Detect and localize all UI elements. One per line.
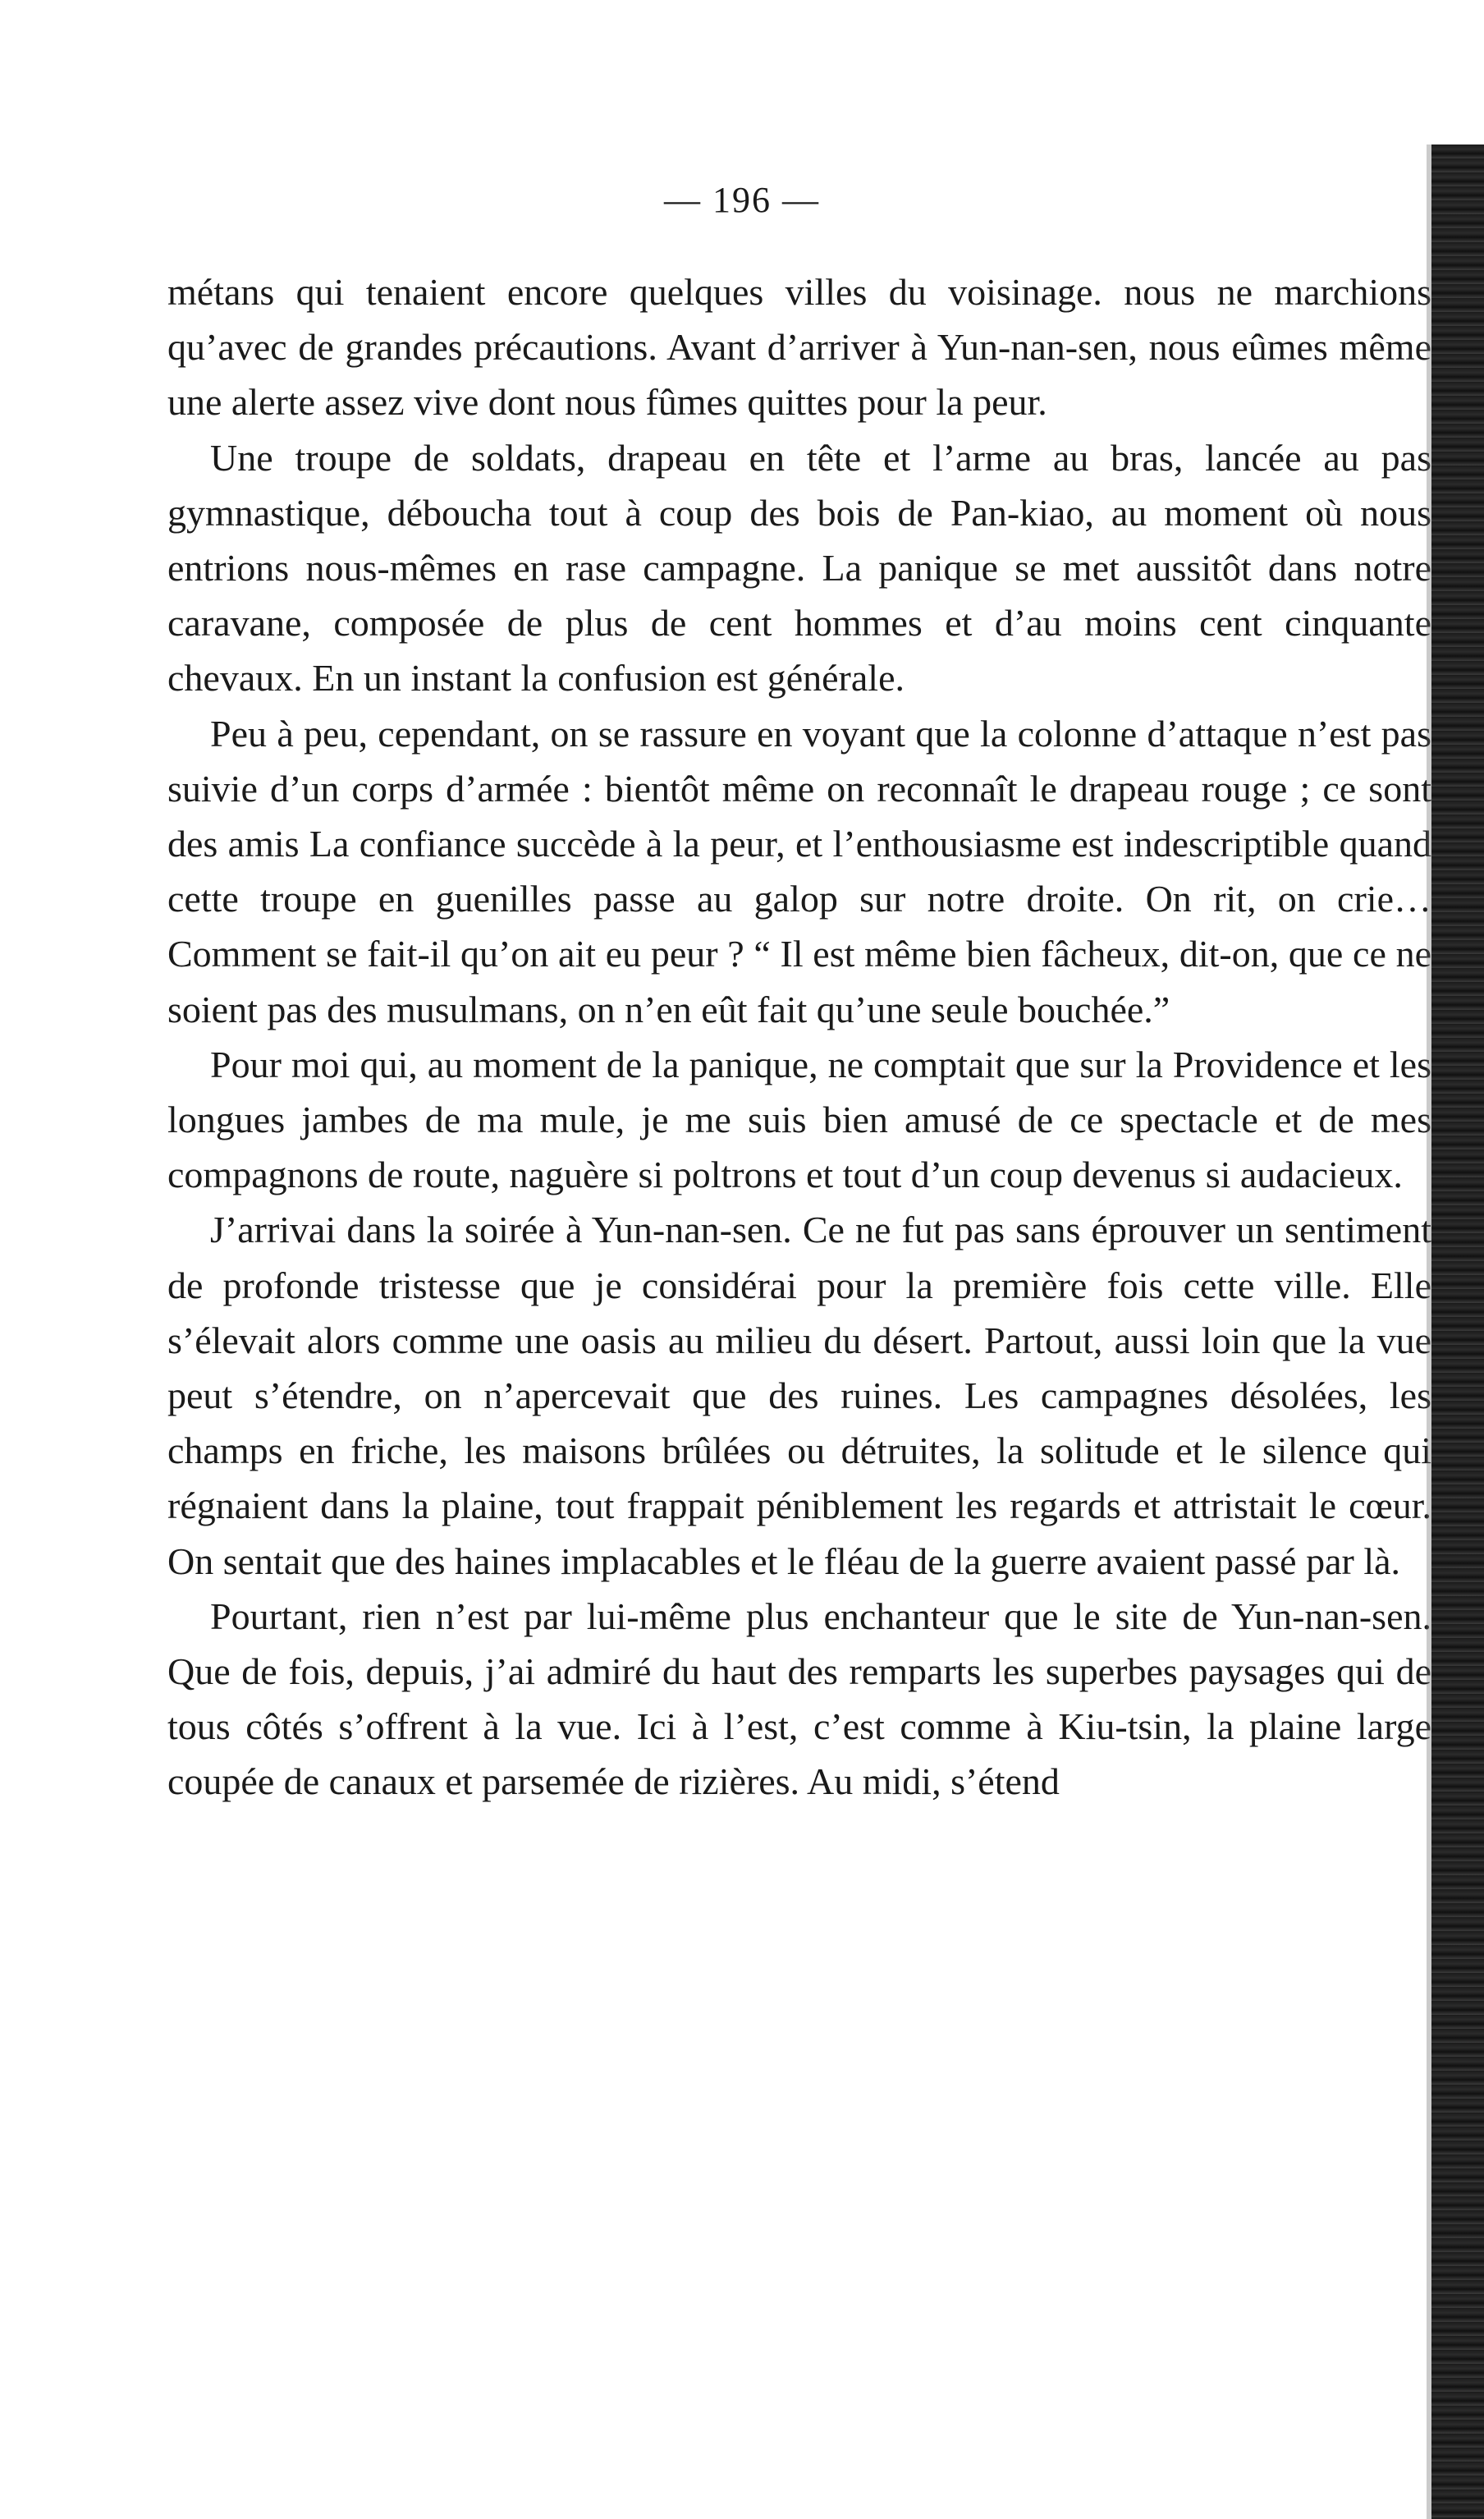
paragraph: Pour moi qui, au moment de la panique, ne comptait que sur la Providence et les longues jambes de ma mule, je me suis bien amusé de ce spectacle et de mes compagnons de route, naguère si poltrons et tout d’un coup devenus si audacieux.	[167, 1043, 1431, 1196]
paragraph-continuation: métans qui tenaient encore quelques villes du voisinage. nous ne marchions qu’avec de grandes précautions. Avant d’arriver à Yun-nan-sen, nous eûmes même une alerte assez vive dont nous fûmes quittes pour la peur.	[167, 271, 1431, 424]
facing-page-edge	[1431, 145, 1484, 2519]
body-text	[167, 264, 1431, 1810]
paragraph: Pourtant, rien n’est par lui-même plus enchanteur que le site de Yun-nan-sen. Que de fois, depuis, j’ai admiré du haut des remparts les superbes paysages qui de tous côtés s’offrent à la vue. Ici à l’est, c’est comme à Kiu-tsin, la plaine large coupée de canaux et parsemée de rizières. Au midi, s’étend	[167, 1594, 1431, 1803]
page-number: — 196 —	[664, 180, 820, 220]
paragraph: Peu à peu, cependant, on se rassure en voyant que la colonne d’attaque n’est pas suivie d’un corps d’armée : bientôt même on reconnaît le drapeau rouge ; ce sont des amis La confiance succède à la peur, et l’enthousiasme est indescriptible quand cette troupe en guenilles passe au galop sur notre droite. On rit, on crie… Comment se fait-il qu’on ait eu peur ? “ Il est même bien fâcheux, dit-on, que ce ne soient pas des musulmans, on n’en eût fait qu’une seule bouchée.”	[167, 712, 1431, 1030]
paragraph: J’arrivai dans la soirée à Yun-nan-sen. Ce ne fut pas sans éprouver un sentiment de profonde tristesse que je considérai pour la première fois cette ville. Elle s’élevait alors comme une oasis au milieu du désert. Partout, aussi loin que la vue peut s’étendre, on n’apercevait que des ruines. Les campagnes désolées, les champs en friche, les maisons brûlées ou détruites, la solitude et le silence qui régnaient dans la plaine, tout frappait péniblement les regards et attristait le cœur. On sentait que des haines implacables et le fléau de la guerre avaient passé par là.	[167, 1209, 1431, 1582]
paragraph: Une troupe de soldats, drapeau en tête et l’arme au bras, lancée au pas gymnastique, déboucha tout à coup des bois de Pan-kiao, au moment où nous entrions nous-mêmes en rase campagne. La panique se met aussitôt dans notre caravane, composée de plus de cent hommes et d’au moins cent cinquante chevaux. En un instant la confusion est générale.	[167, 436, 1431, 700]
